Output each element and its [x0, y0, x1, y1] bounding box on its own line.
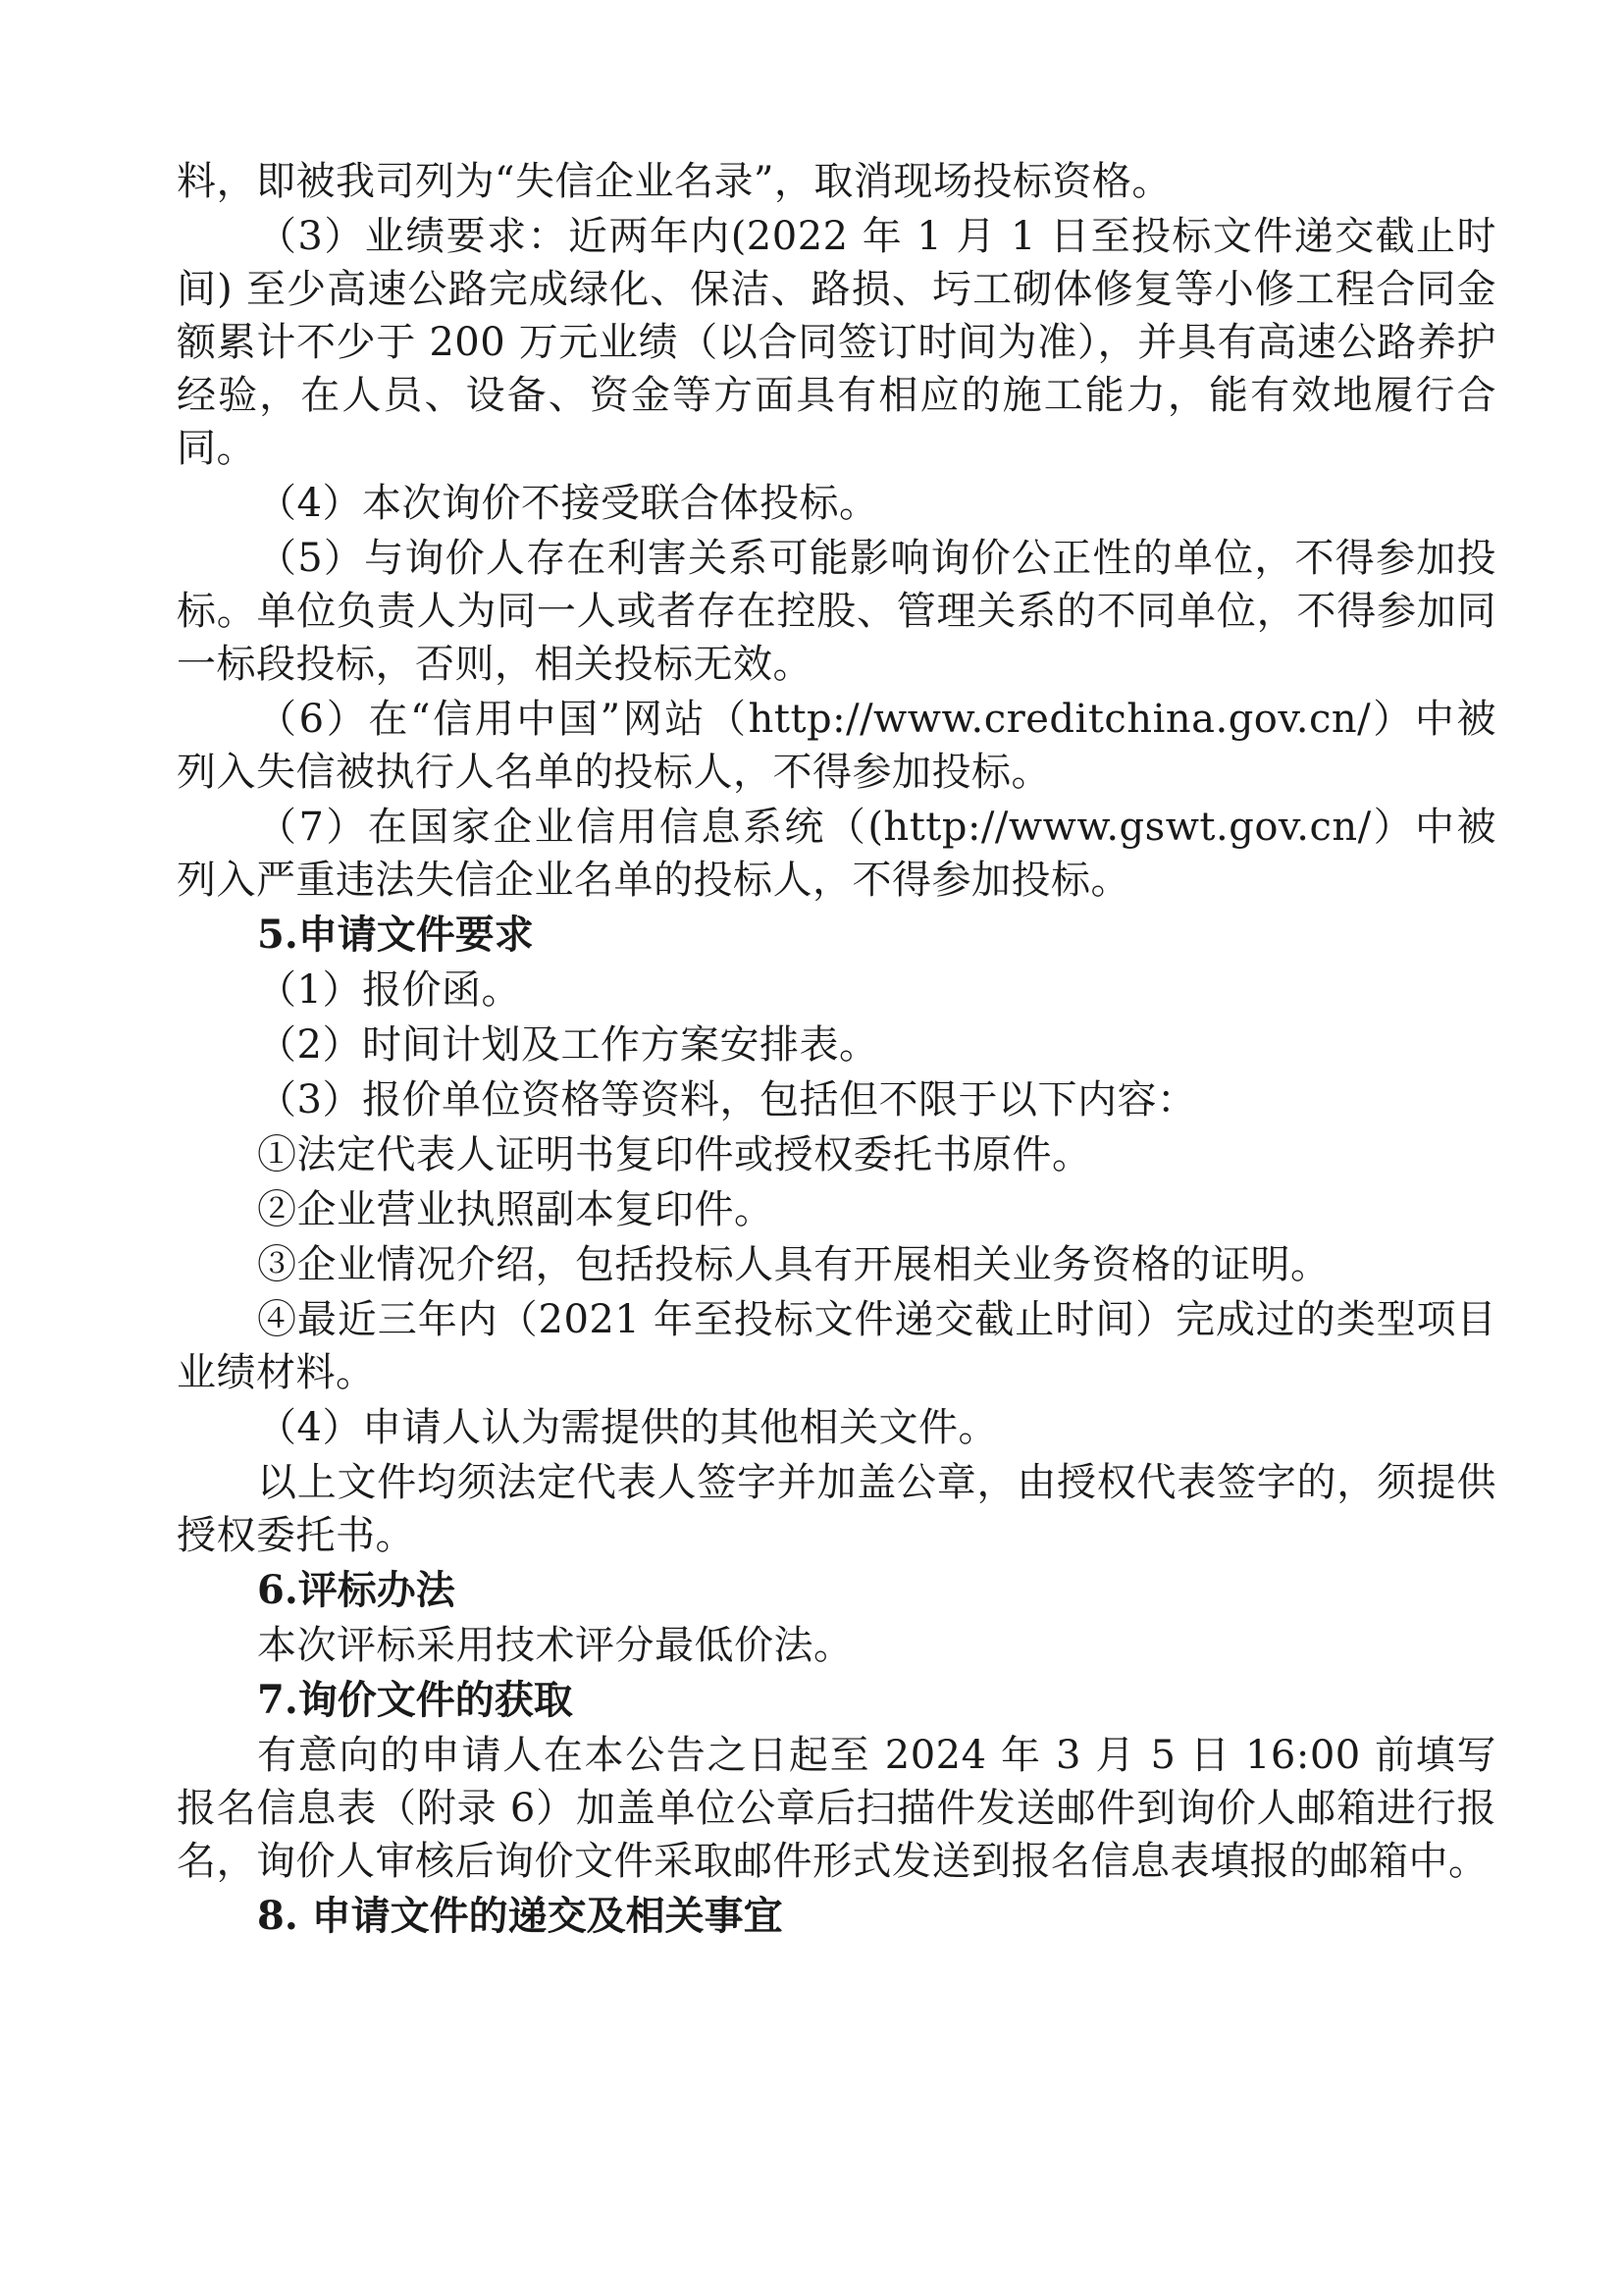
paragraph-document-acquisition: 有意向的申请人在本公告之日起至 2024 年 3 月 5 日 16:00 前填写报名信息表（附录 6）加盖单位公章后扫描件发送邮件到询价人邮箱进行报名，询价人审核后询价文件采取邮件形式发送到报名信息表填报的邮箱中。	[177, 1733, 1496, 1884]
section-heading-6: 6.评标办法	[257, 1567, 455, 1613]
list-item-other-docs: （4）申请人认为需提供的其他相关文件。	[257, 1405, 998, 1450]
section-heading-8: 8. 申请文件的递交及相关事宜	[257, 1893, 783, 1939]
section-heading-5: 5.申请文件要求	[257, 912, 534, 958]
paragraph-signature-note: 以上文件均须法定代表人签字并加盖公章，由授权代表签字的，须提供授权委托书。	[177, 1460, 1496, 1558]
list-item-qualification: （3）报价单位资格等资料，包括但不限于以下内容：	[257, 1077, 1197, 1122]
paragraph-performance-requirement: （3）业绩要求：近两年内(2022 年 1 月 1 日至投标文件递交截止时间) 至少高速公路完成绿化、保洁、路损、圬工砌体修复等小修工程合同金额累计不少于 200 万元业绩（以合同签订时间为准），并具有高速公路养护经验，在人员、设备、资金等方面具有相应的施工能力，能有效地履行合同。	[177, 214, 1496, 471]
paragraph-credit-china: （6）在“信用中国”网站（http://www.creditchina.gov.cn/）中被列入失信被执行人名单的投标人，不得参加投标。	[177, 697, 1496, 795]
list-item-quote-letter: （1）报价函。	[257, 967, 521, 1013]
paragraph-conflict-of-interest: （5）与询价人存在利害关系可能影响询价公正性的单位，不得参加投标。单位负责人为同一人或者存在控股、管理关系的不同单位，不得参加同一标段投标，否则，相关投标无效。	[177, 536, 1496, 687]
document-body	[177, 155, 1496, 1945]
sub-item-business-license: ②企业营业执照副本复印件。	[257, 1187, 774, 1232]
paragraph-continuation: 料，即被我司列为“失信企业名录”，取消现场投标资格。	[177, 159, 1172, 204]
paragraph-evaluation-method: 本次评标采用技术评分最低价法。	[257, 1623, 854, 1668]
paragraph-no-consortium: （4）本次询价不接受联合体投标。	[257, 481, 879, 526]
section-heading-7: 7.询价文件的获取	[257, 1677, 573, 1723]
paragraph-enterprise-credit-system: （7）在国家企业信用信息系统（(http://www.gswt.gov.cn/）中被列入严重违法失信企业名单的投标人，不得参加投标。	[177, 805, 1496, 903]
sub-item-company-intro: ③企业情况介绍，包括投标人具有开展相关业务资格的证明。	[257, 1242, 1331, 1287]
sub-item-project-record: ④最近三年内（2021 年至投标文件递交截止时间）完成过的类型项目业绩材料。	[177, 1297, 1496, 1395]
sub-item-legal-rep: ①法定代表人证明书复印件或授权委托书原件。	[257, 1132, 1092, 1177]
list-item-schedule: （2）时间计划及工作方案安排表。	[257, 1022, 879, 1068]
